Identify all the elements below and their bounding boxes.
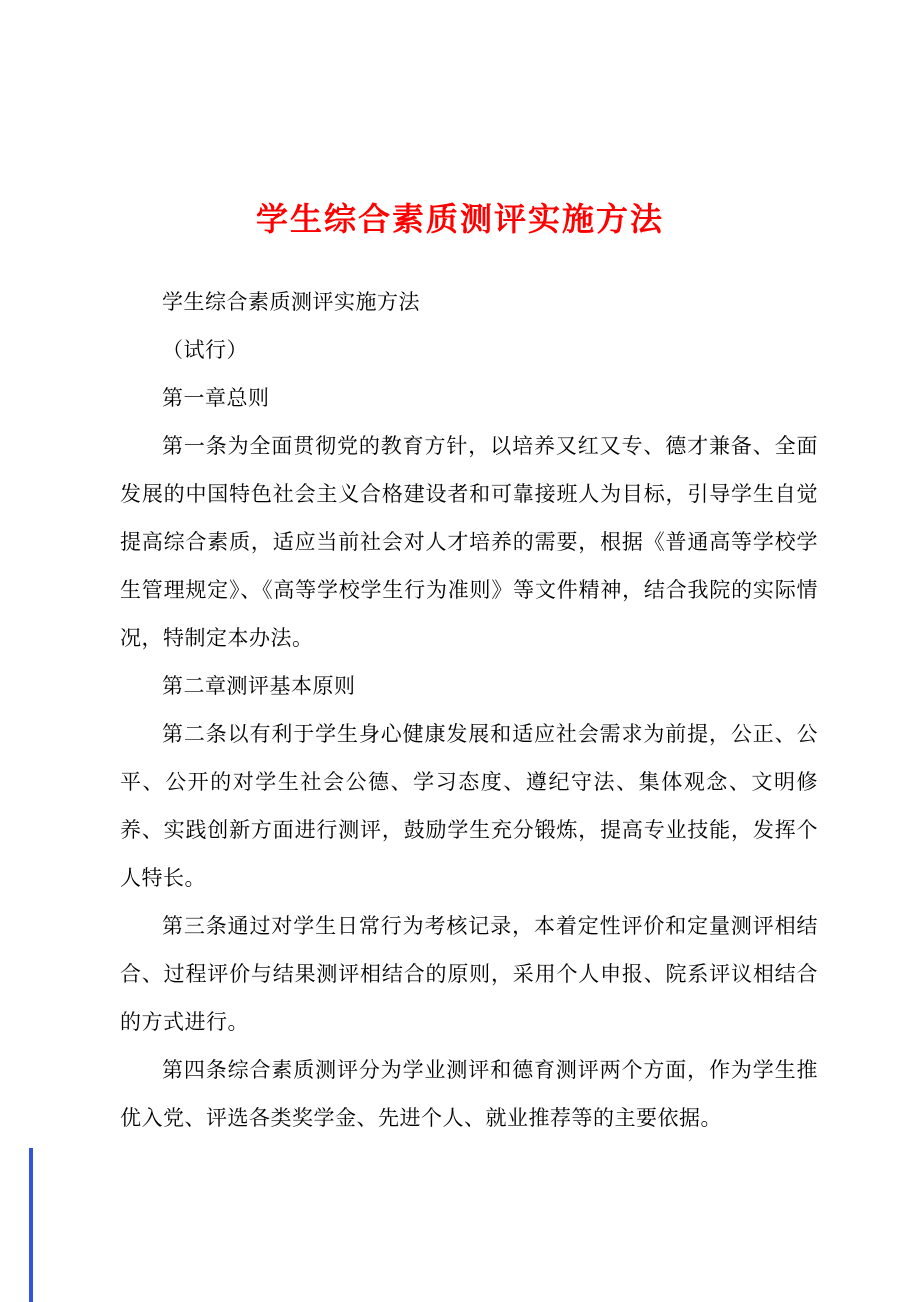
left-margin-accent-bar [29,1148,33,1302]
document-body [120,278,818,1142]
paragraph: 第三条通过对学生日常行为考核记录，本着定性评价和定量测评相结合、过程评价与结果测评相结合的原则，采用个人申报、院系评议相结合的方式进行。 [120,914,818,1034]
paragraph: 第一章总则 [162,386,270,410]
paragraph: 第一条为全面贯彻党的教育方针，以培养又红又专、德才兼备、全面发展的中国特色社会主义合格建设者和可靠接班人为目标，引导学生自觉提高综合素质，适应当前社会对人才培养的需要，根据《普通高等学校学生管理规定》、《高等学校学生行为准则》等文件精神，结合我院的实际情况，特制定本办法。 [120,434,818,650]
document-title: 学生综合素质测评实施方法 [255,201,664,237]
paragraph: 第四条综合素质测评分为学业测评和德育测评两个方面，作为学生推优入党、评选各类奖学金、先进个人、就业推荐等的主要依据。 [120,1058,818,1130]
paragraph: （试行） [162,338,248,362]
paragraph: 第二条以有利于学生身心健康发展和适应社会需求为前提，公正、公平、公开的对学生社会公德、学习态度、遵纪守法、集体观念、文明修养、实践创新方面进行测评，鼓励学生充分锻炼，提高专业技能，发挥个人特长。 [120,722,818,890]
paragraph: 第二章测评基本原则 [162,674,356,698]
paragraph: 学生综合素质测评实施方法 [162,290,420,314]
